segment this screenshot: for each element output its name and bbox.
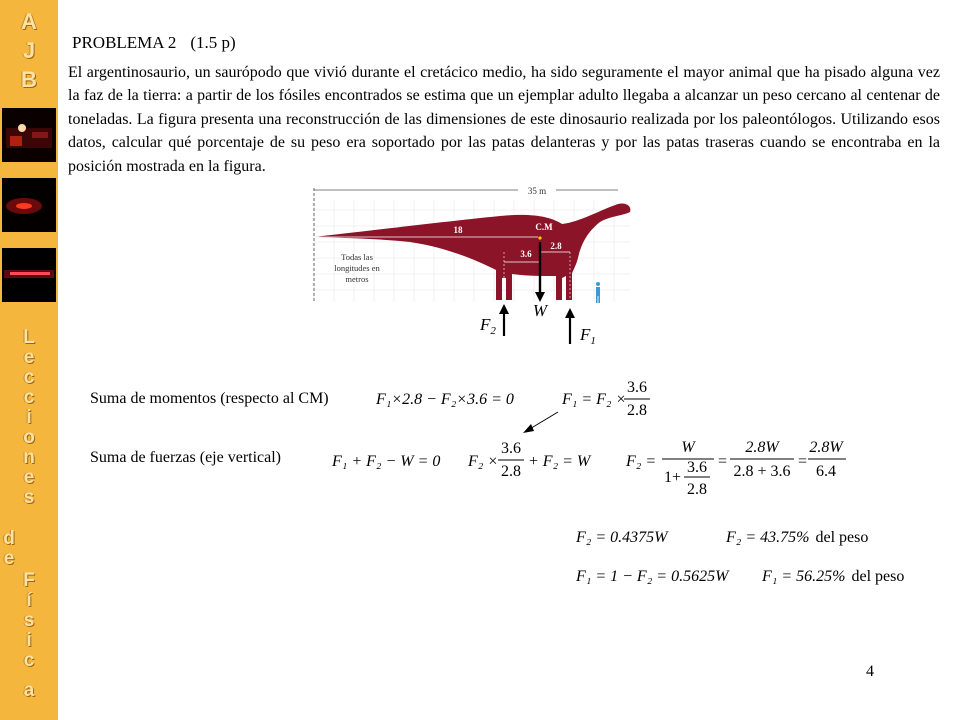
f1-percent-value: F₁ = 56.25% bbox=[762, 568, 846, 585]
problem-title-text: PROBLEMA 2 bbox=[72, 33, 177, 52]
substitution-num: 3.6 bbox=[501, 440, 521, 457]
force-front-label bbox=[579, 325, 596, 347]
sidebar-letter: e bbox=[23, 467, 35, 488]
dist-rear-label: 3.6 bbox=[520, 249, 532, 259]
lab-photo-2 bbox=[2, 178, 56, 232]
sidebar-letter: c bbox=[23, 387, 35, 408]
human-scale-icon bbox=[596, 282, 600, 303]
sidebar-letter: s bbox=[23, 610, 35, 631]
f2-eq-sign-2: = bbox=[798, 453, 808, 470]
substitution-arrow bbox=[528, 412, 558, 430]
cm-label: C.M bbox=[535, 222, 553, 232]
f1-expression: F₁ = F₂ × bbox=[562, 391, 627, 408]
f2-percent-tail: del peso bbox=[815, 529, 869, 546]
sidebar-letter: i bbox=[26, 407, 32, 428]
sidebar-letter: n bbox=[23, 447, 35, 468]
f1-fraction-den: 2.8 bbox=[627, 402, 647, 419]
page-number: 4 bbox=[866, 663, 874, 680]
f2-percent-value: F₂ = 43.75% bbox=[726, 529, 810, 546]
sidebar-letter: i bbox=[26, 630, 32, 651]
problem-points: (1.5 p) bbox=[190, 33, 236, 52]
force-front-symbol: F bbox=[580, 325, 591, 344]
sidebar-letter: J bbox=[22, 38, 36, 63]
f1-fraction-num: 3.6 bbox=[627, 379, 647, 396]
moments-label: Suma de momentos (respecto al CM) bbox=[90, 390, 329, 407]
sidebar-letter: í bbox=[26, 590, 32, 611]
sidebar-letter: o bbox=[23, 427, 35, 448]
f1-percent-tail: del peso bbox=[851, 568, 905, 585]
sidebar-letter: c bbox=[23, 367, 35, 388]
problem-statement: El argentinosaurio, un saurópodo que vivió durante el cretácico medio, ha sido seguramente el mayor animal que ha pisado alguna vez la faz de la tierra: a partir de los fósiles encontrados se estima que un ejemplar adulto llegaba a alcanzar un peso cercano al centenar de toneladas. La figura presenta una reconstrucción de las dimensiones de este dinosaurio realizada por los paleontólogos. Utilizando esos datos, calcular qué porcentaje de su peso era soportado por las patas delanteras y por las patas traseras cuando se encontraba en la posición mostrada en la figura. bbox=[68, 64, 940, 175]
problem-title bbox=[72, 33, 236, 53]
sidebar-letter: e bbox=[23, 347, 35, 368]
center-of-mass-dot bbox=[538, 236, 541, 239]
f2-lhs: F₂ = bbox=[626, 453, 657, 470]
substitution-tail: + F₂ = W bbox=[528, 453, 591, 470]
f2-frac1-den-num: 3.6 bbox=[687, 459, 707, 476]
sidebar-letter: B bbox=[21, 67, 37, 92]
sidebar-letter: a bbox=[23, 680, 35, 701]
units-note-line-3: metros bbox=[345, 274, 369, 284]
weight-label: W bbox=[532, 301, 548, 320]
dinosaur-figure bbox=[300, 180, 640, 350]
solution-equations bbox=[0, 370, 960, 600]
f2-percent bbox=[725, 529, 868, 546]
f2-eq-sign-1: = bbox=[718, 453, 728, 470]
f2-frac3-den: 6.4 bbox=[816, 463, 836, 480]
f1-percent bbox=[761, 568, 904, 585]
units-note-line-2: longitudes en bbox=[334, 263, 380, 273]
f2-frac2-den: 2.8 + 3.6 bbox=[733, 463, 791, 480]
sidebar-letter: L bbox=[23, 327, 35, 348]
force-rear-subscript: 2 bbox=[490, 325, 496, 337]
sidebar-letter: e bbox=[3, 548, 15, 569]
force-rear-label bbox=[479, 315, 496, 337]
f2-frac1-num: W bbox=[681, 439, 695, 456]
f2-frac1-den-den: 2.8 bbox=[687, 481, 707, 498]
dist-cm-label: 18 bbox=[453, 225, 463, 235]
sidebar-letter: F bbox=[23, 570, 35, 591]
sidebar-letter: d bbox=[3, 528, 15, 549]
f2-frac1-den-lead: 1+ bbox=[664, 469, 682, 486]
lab-photo-1 bbox=[2, 108, 56, 162]
sidebar-letter: A bbox=[21, 9, 37, 34]
substitution-lead: F₂ × bbox=[468, 453, 499, 470]
moment-equation: F₁×2.8 − F₂×3.6 = 0 bbox=[376, 391, 514, 408]
length-label: 35 m bbox=[527, 186, 547, 196]
dist-front-label: 2.8 bbox=[550, 241, 562, 251]
substitution-den: 2.8 bbox=[501, 463, 521, 480]
f2-frac3-num: 2.8W bbox=[809, 439, 843, 456]
force-equation: F₁ + F₂ − W = 0 bbox=[332, 453, 441, 470]
force-rear-symbol: F bbox=[480, 315, 491, 334]
lab-photo-3 bbox=[2, 248, 56, 302]
sidebar-letter: s bbox=[23, 487, 35, 508]
f2-frac2-num: 2.8W bbox=[745, 439, 779, 456]
units-note-line-1: Todas las bbox=[341, 252, 373, 262]
f1-value: F₁ = 1 − F₂ = 0.5625W bbox=[576, 568, 729, 585]
f2-value: F₂ = 0.4375W bbox=[576, 529, 668, 546]
forces-label: Suma de fuerzas (eje vertical) bbox=[90, 449, 282, 466]
sidebar bbox=[0, 0, 58, 720]
force-front-subscript: 1 bbox=[590, 335, 596, 347]
sidebar-letter: c bbox=[23, 650, 35, 671]
